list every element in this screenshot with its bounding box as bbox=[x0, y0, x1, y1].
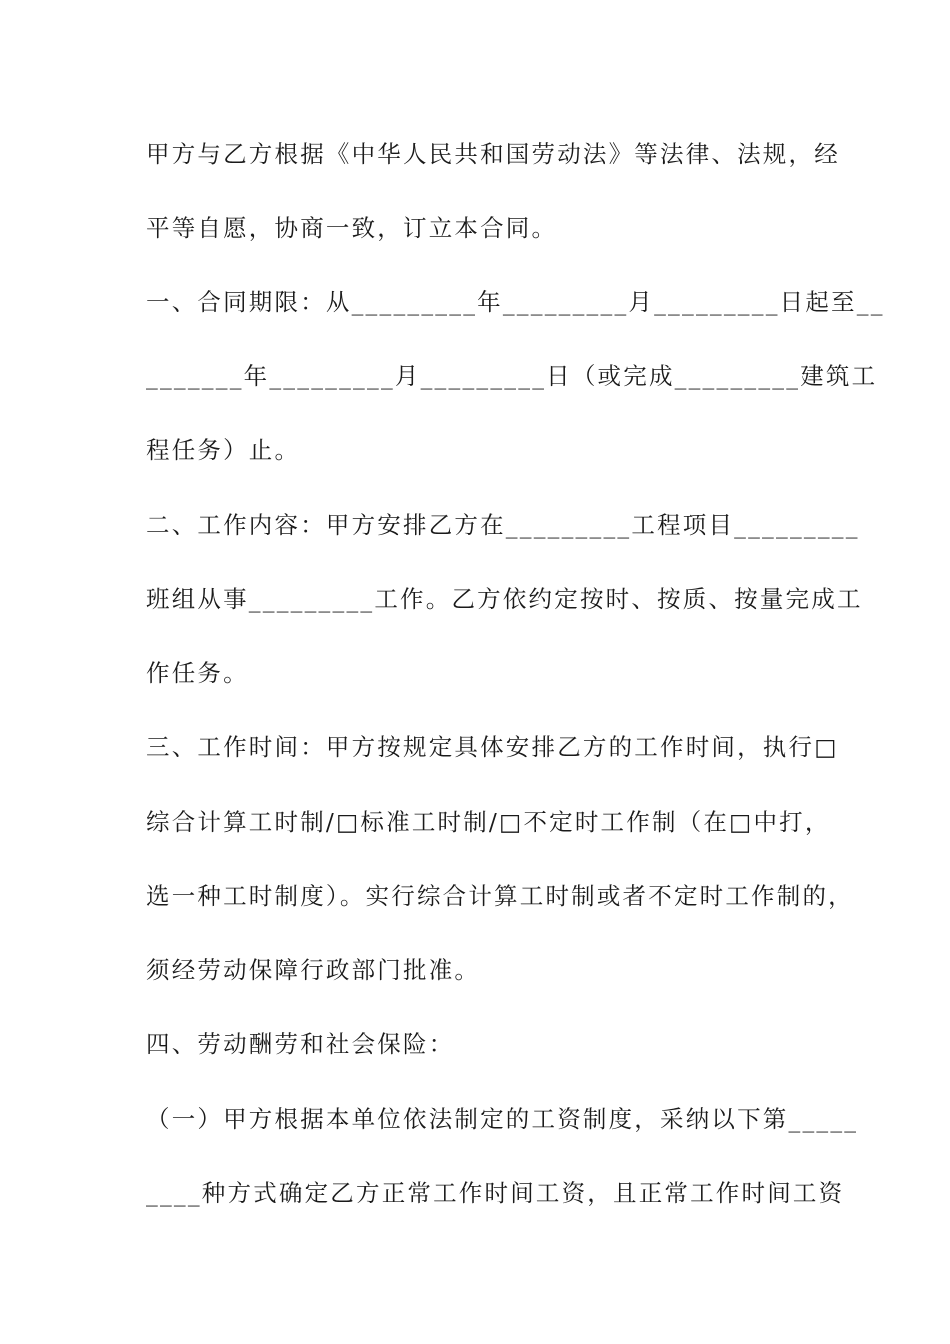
text-line: 程任务）止。 bbox=[146, 436, 301, 464]
text-line: 四、劳动酬劳和社会保险： bbox=[146, 1030, 455, 1058]
text-line: 一、合同期限：从_________年_________月_________日起至__ bbox=[146, 288, 885, 316]
text-line: 二、工作内容：甲方安排乙方在_________工程项目_________ bbox=[146, 511, 860, 539]
text-line: 平等自愿，协商一致，订立本合同。 bbox=[146, 214, 558, 242]
text-line: 选一种工时制度）。实行综合计算工时制或者不定时工作制的， bbox=[146, 882, 854, 910]
text-line: （一）甲方根据本单位依法制定的工资制度，采纳以下第_____ bbox=[146, 1105, 859, 1133]
text-line: ____种方式确定乙方正常工作时间工资，且正常工作时间工资 bbox=[146, 1179, 845, 1207]
text-line: 作任务。 bbox=[146, 659, 249, 687]
text-line: 甲方与乙方根据《中华人民共和国劳动法》等法律、法规，经 bbox=[146, 140, 840, 168]
text-line: 须经劳动保障行政部门批准。 bbox=[146, 956, 481, 984]
text-line: _______年_________月_________日（或完成_________建筑工 bbox=[146, 362, 878, 390]
text-line: 三、工作时间：甲方按规定具体安排乙方的工作时间，执行□ bbox=[146, 733, 839, 761]
text-line: 综合计算工时制/□标准工时制/□不定时工作制（在□中打， bbox=[146, 808, 831, 836]
text-line: 班组从事_________工作。乙方依约定按时、按质、按量完成工 bbox=[146, 585, 863, 613]
